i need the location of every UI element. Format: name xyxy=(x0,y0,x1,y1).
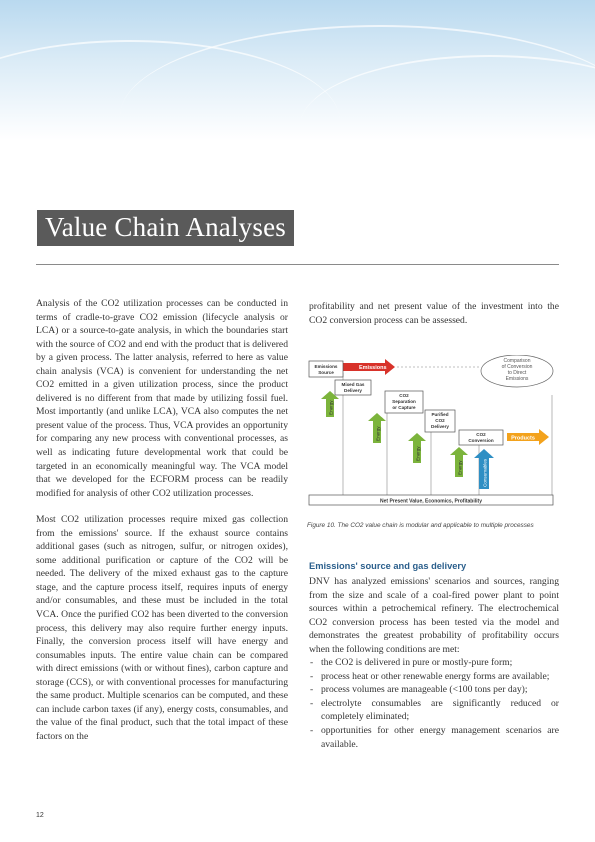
svg-text:Mixed Gas: Mixed Gas xyxy=(341,382,365,387)
title-divider xyxy=(36,264,559,265)
products-arrow xyxy=(507,429,549,445)
figure-caption: Figure 10. The CO2 value chain is modular and applicable to multiple processes xyxy=(307,522,534,529)
svg-text:Source: Source xyxy=(318,370,334,375)
svg-text:CO2: CO2 xyxy=(476,432,486,437)
svg-text:Delivery: Delivery xyxy=(431,424,449,429)
svg-text:Emissions: Emissions xyxy=(314,364,338,369)
header-banner xyxy=(0,0,595,140)
npv-bar xyxy=(309,495,553,505)
list-item: - opportunities for other energy management scenarios are available. xyxy=(309,724,559,751)
energy-arrow xyxy=(368,413,386,443)
svg-text:Purified: Purified xyxy=(431,412,449,417)
section-heading: Emissions' source and gas delivery xyxy=(309,561,467,571)
svg-text:Consumables: Consumables xyxy=(482,458,488,487)
list-item: - the CO2 is delivered in pure or mostly-pure form; xyxy=(309,656,559,670)
mixed-gas-box xyxy=(335,380,371,395)
svg-text:or Capture: or Capture xyxy=(392,405,416,410)
co2-separation-box xyxy=(385,391,423,413)
svg-text:Energy: Energy xyxy=(328,400,334,415)
section-body xyxy=(309,575,559,751)
purified-box xyxy=(425,410,455,432)
left-column xyxy=(36,297,288,757)
section-text: DNV has analyzed emissions' scenarios and sources, ranging from the size and scale of a coal-fired power plant to point sources within a petrochemical refinery. The electrochemical CO2 conversion process has been tested via the model and demonstrates the greatest probability of profitability occurs when the following conditions are met: xyxy=(309,576,559,655)
svg-text:of Conversion: of Conversion xyxy=(501,364,533,370)
svg-text:Energy: Energy xyxy=(457,460,463,475)
svg-text:Comparison: Comparison xyxy=(503,358,531,364)
svg-text:CO2: CO2 xyxy=(435,418,445,423)
svg-text:Delivery: Delivery xyxy=(344,388,362,393)
conditions-list xyxy=(309,656,559,751)
svg-text:Emissions: Emissions xyxy=(505,376,529,382)
right-column-intro: profitability and net present value of the investment into the CO2 conversion process can be assessed. xyxy=(309,301,559,326)
page-number: 12 xyxy=(36,812,44,819)
svg-text:Emissions: Emissions xyxy=(359,365,387,371)
svg-text:Separation: Separation xyxy=(392,399,416,404)
svg-text:Energy: Energy xyxy=(375,426,381,441)
value-chain-figure xyxy=(307,355,557,515)
emissions-source-box xyxy=(309,361,343,377)
emissions-arrow xyxy=(339,359,395,375)
paragraph: Most CO2 utilization processes require mixed gas collection from the emissions' source. If the exhaust source contains additional gases (such as nitrogen, sulfur, or nitrogen oxides), some additional purification or capture of the CO2 will be needed. The delivery of the mixed exhaust gas to the capture stage, and the capture process itself, requires inputs of energy and/or consumables, and these must be included in the total VCA. Once the purified CO2 has been diverted to the conversion process, this delivery may also require further energy inputs. Finally, the conversion process itself will have energy and consumables inputs. The entire value chain can be compared with direct emissions (with or without fines), carbon capture and storage (CCS), or with conventional processes for manufacturing the same product. Multiple scenarios can be computed, and these can include carbon taxes (if any), energy costs, consumables, and the value of the final product, such that the total impact of these factors on the xyxy=(36,514,288,742)
svg-text:CO2: CO2 xyxy=(399,393,409,398)
page-title: Value Chain Analyses xyxy=(37,210,294,246)
conversion-box xyxy=(459,430,503,445)
list-item: - electrolyte consumables are significantly reduced or completely eliminated; xyxy=(309,697,559,724)
svg-text:Products: Products xyxy=(511,435,535,442)
svg-text:Conversion: Conversion xyxy=(468,438,494,443)
energy-arrow xyxy=(450,447,468,477)
svg-text:to Direct: to Direct xyxy=(507,370,527,376)
list-item: - process heat or other renewable energy forms are available; xyxy=(309,670,559,684)
energy-arrow xyxy=(408,433,426,463)
list-item: - process volumes are manageable (<100 tons per day); xyxy=(309,683,559,697)
consumables-arrow xyxy=(474,449,494,489)
svg-text:Energy: Energy xyxy=(415,446,421,461)
svg-text:Net Present Value, Economics,: Net Present Value, Economics, Profitability xyxy=(380,498,482,505)
paragraph: Analysis of the CO2 utilization processes can be conducted in terms of cradle-to-grave CO2 emission (lifecycle analysis or LCA) or a source-to-gate analysis, in which the boundaries start with the source of CO2 and end with the product that is delivered by a given process. The latter analysis, referred to here as value chain analysis (VCA) is convenient for understanding the net CO2 emitted in a given utilization process, since the product delivered is no different from that made by utilizing fossil fuel. Most importantly (and unlike LCA), VCA also computes the net present value of the process. Thus, VCA provides an opportunity for comparing any new process with conventional processes, as well as indicating future developmental work that could be targeted in an economically meaningful way. The VCA model that we developed for the ECFORM process can be readily modified for analysis of other CO2 utilization processes. xyxy=(36,298,288,499)
